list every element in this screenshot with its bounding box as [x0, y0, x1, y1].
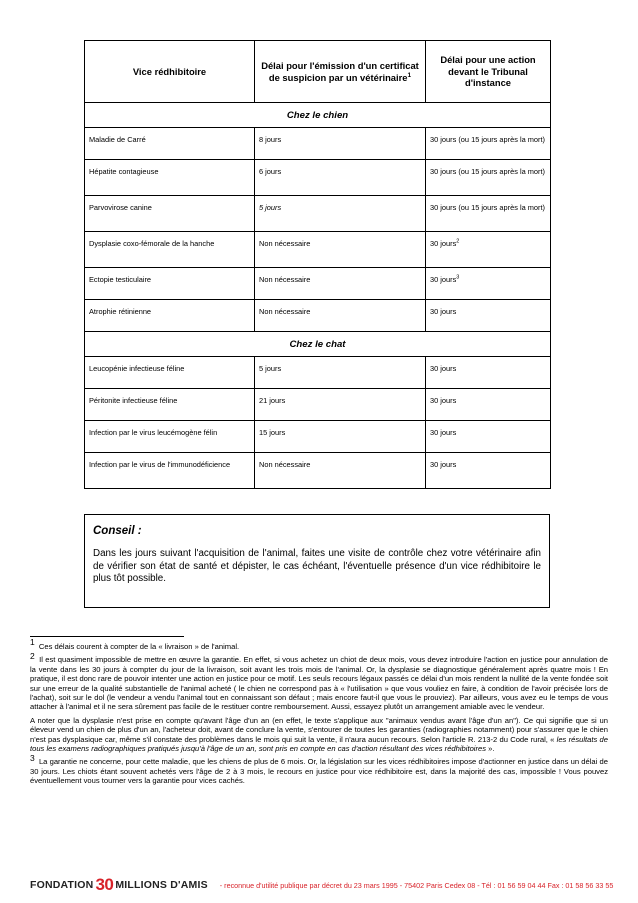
cell-action: 30 jours	[426, 421, 551, 453]
footnote-note-quote: les résultats de tous les examens radiographiques pratiqués jusqu'à l'âge de un an, sont pris en compte en cas d'action résultant des vices rédhibitoires	[30, 734, 608, 754]
table-row	[85, 453, 551, 489]
footnote-2	[30, 650, 608, 712]
conseil-title: Conseil :	[93, 525, 142, 537]
cell-action: 30 jours (ou 15 jours après la mort)	[426, 128, 551, 160]
logo-word-millions: MILLIONS D'AMIS	[115, 879, 208, 891]
cell-action: 30 jours	[426, 357, 551, 389]
footnote-3	[30, 752, 608, 786]
fondation-logo	[30, 875, 208, 895]
cell-vice: Dysplasie coxo-fémorale de la hanche	[85, 232, 255, 268]
footnote-ref: 2	[456, 238, 460, 245]
cell-certificat: 15 jours	[255, 421, 426, 453]
cell-certificat: Non nécessaire	[255, 300, 426, 332]
footnote-text: Il est quasiment impossible de mettre en œuvre la garantie. En effet, si vous achetez un chiot de deux mois, vous devez introduire l'action en justice pour annulation de la vente dans les 30 jours à compter du jour de la livraison, soit avant les trois mois de l'animal. Or, la dysplasie se diagnostique généralement après quatre mois ! En pratique, il est donc rare de pouvoir intenter une action en justice pour ce motif. Les seuls recours légaux passés ce délai d'un mois rendent la nullité de la vente fondée soit sur une erreur de la qualité substantielle de l'animal acheté ( le chien ne correspond pas à « l'utilisation » que vous vouliez en faire, à condition de l'avoir précisée lors de l'achat), soit sur le dol (le vendeur a vendu l'animal tout en connaissant son défaut ; mais encore faut-il que vous le prouviez). Par ailleurs, vous avez eu le temps de vous attacher à l'animal et il ne sera sûrement pas facile de le restituer contre remboursement. Aussi, essayez plutôt un arrangement amiable avec le vendeur.	[30, 655, 608, 712]
section-row-chien	[85, 103, 551, 128]
table-row	[85, 232, 551, 268]
header-vice: Vice rédhibitoire	[85, 41, 255, 103]
section-row-chat	[85, 332, 551, 357]
cell-certificat: Non nécessaire	[255, 453, 426, 489]
cell-action-label: 30 jours	[430, 275, 457, 284]
conseil-text: Dans les jours suivant l'acquisition de l'animal, faites une visite de contrôle chez votre vétérinaire afin de vérifier son état de santé et dépister, le cas échéant, l'éventuelle présence d'un vice rédhibitoire le plus tôt possible.	[93, 548, 541, 584]
cell-certificat: 8 jours	[255, 128, 426, 160]
cell-action: 30 jours	[426, 300, 551, 332]
footnote-separator	[30, 636, 184, 637]
logo-number: 30	[95, 875, 114, 894]
cell-certificat: 5 jours	[255, 196, 426, 232]
table-row	[85, 300, 551, 332]
section-title-chat: Chez le chat	[85, 332, 551, 357]
cell-action: 30 jours (ou 15 jours après la mort)	[426, 196, 551, 232]
cell-certificat: 21 jours	[255, 389, 426, 421]
cell-vice: Ectopie testiculaire	[85, 268, 255, 300]
footnote-number: 2	[30, 650, 35, 661]
footnote-2-note	[30, 716, 608, 754]
footnote-number: 1	[30, 637, 35, 648]
conseil-box	[84, 514, 550, 608]
cell-certificat: 6 jours	[255, 160, 426, 196]
cell-action: 30 jours	[426, 453, 551, 489]
table-row	[85, 421, 551, 453]
footnote-text: Ces délais courent à compter de la « livraison » de l'animal.	[38, 642, 240, 651]
footer-bar	[30, 875, 614, 894]
cell-vice: Atrophie rétinienne	[85, 300, 255, 332]
footer-contact-text: - reconnue d'utilité publique par décret du 23 mars 1995 - 75402 Paris Cedex 08 - Tél : 01 56 59 04 44 Fax : 01 58 56 33 55	[219, 880, 614, 890]
vices-table	[84, 40, 551, 489]
footnote-note-end: ».	[488, 744, 495, 754]
footnotes	[30, 637, 608, 790]
cell-action-label: 30 jours	[430, 239, 457, 248]
header-footnote-ref: 1	[407, 71, 412, 79]
section-title-chien: Chez le chien	[85, 103, 551, 128]
footnote-1	[30, 637, 608, 651]
cell-vice: Infection par le virus leucémogène félin	[85, 421, 255, 453]
table-row	[85, 128, 551, 160]
footnote-text: La garantie ne concerne, pour cette maladie, que les chiens de plus de 6 mois. Or, la législation sur les vices rédhibitoires impose d'actionner en justice dans un délai de 30 jours. Les chiots étant souvent achetés vers l'âge de 2 à 3 mois, le recours en justice pour vice rédhibitoire est, dans la majorité des cas, impossible ! Vous pouvez éventuellement vous tourner vers la garantie pour vices cachés.	[30, 757, 608, 786]
cell-action	[426, 232, 551, 268]
table-row	[85, 196, 551, 232]
footnote-ref: 3	[456, 274, 460, 281]
cell-vice: Parvovirose canine	[85, 196, 255, 232]
cell-vice: Hépatite contagieuse	[85, 160, 255, 196]
cell-action: 30 jours (ou 15 jours après la mort)	[426, 160, 551, 196]
cell-vice: Infection par le virus de l'immunodéficience	[85, 453, 255, 489]
cell-vice: Péritonite infectieuse féline	[85, 389, 255, 421]
cell-certificat: Non nécessaire	[255, 232, 426, 268]
table-row	[85, 268, 551, 300]
header-action: Délai pour une action devant le Tribunal d'instance	[426, 41, 551, 103]
footnote-note-main: A noter que la dysplasie n'est prise en compte qu'avant l'âge d'un an (en effet, le texte s'applique aux "animaux vendus avant l'âge d'un an"). Ce qui signifie que si un éleveur vend un chien de plus d'un an, l'acheteur doit, avant de conclure la vente, s'entourer de toutes les garanties (radiographies notamment) pour s'assurer que le chien n'est pas dysplasique car, même s'il constate des problèmes dans le mois qui suit la vente, il n'aura aucun recours. Selon l'article R. 213-2 du Code rural, «	[30, 715, 608, 744]
table-header-row	[85, 41, 551, 103]
header-certificat-label: Délai pour l'émission d'un certificat de suspicion par un vétérinaire	[261, 60, 419, 83]
cell-certificat: 5 jours	[255, 357, 426, 389]
footnote-number: 3	[30, 752, 35, 763]
cell-action: 30 jours	[426, 389, 551, 421]
header-certificat	[255, 41, 426, 103]
cell-certificat: Non nécessaire	[255, 268, 426, 300]
cell-action	[426, 268, 551, 300]
cell-vice: Maladie de Carré	[85, 128, 255, 160]
logo-word-fondation: FONDATION	[30, 879, 94, 891]
cell-vice: Leucopénie infectieuse féline	[85, 357, 255, 389]
table-row	[85, 160, 551, 196]
table-row	[85, 389, 551, 421]
table-row	[85, 357, 551, 389]
